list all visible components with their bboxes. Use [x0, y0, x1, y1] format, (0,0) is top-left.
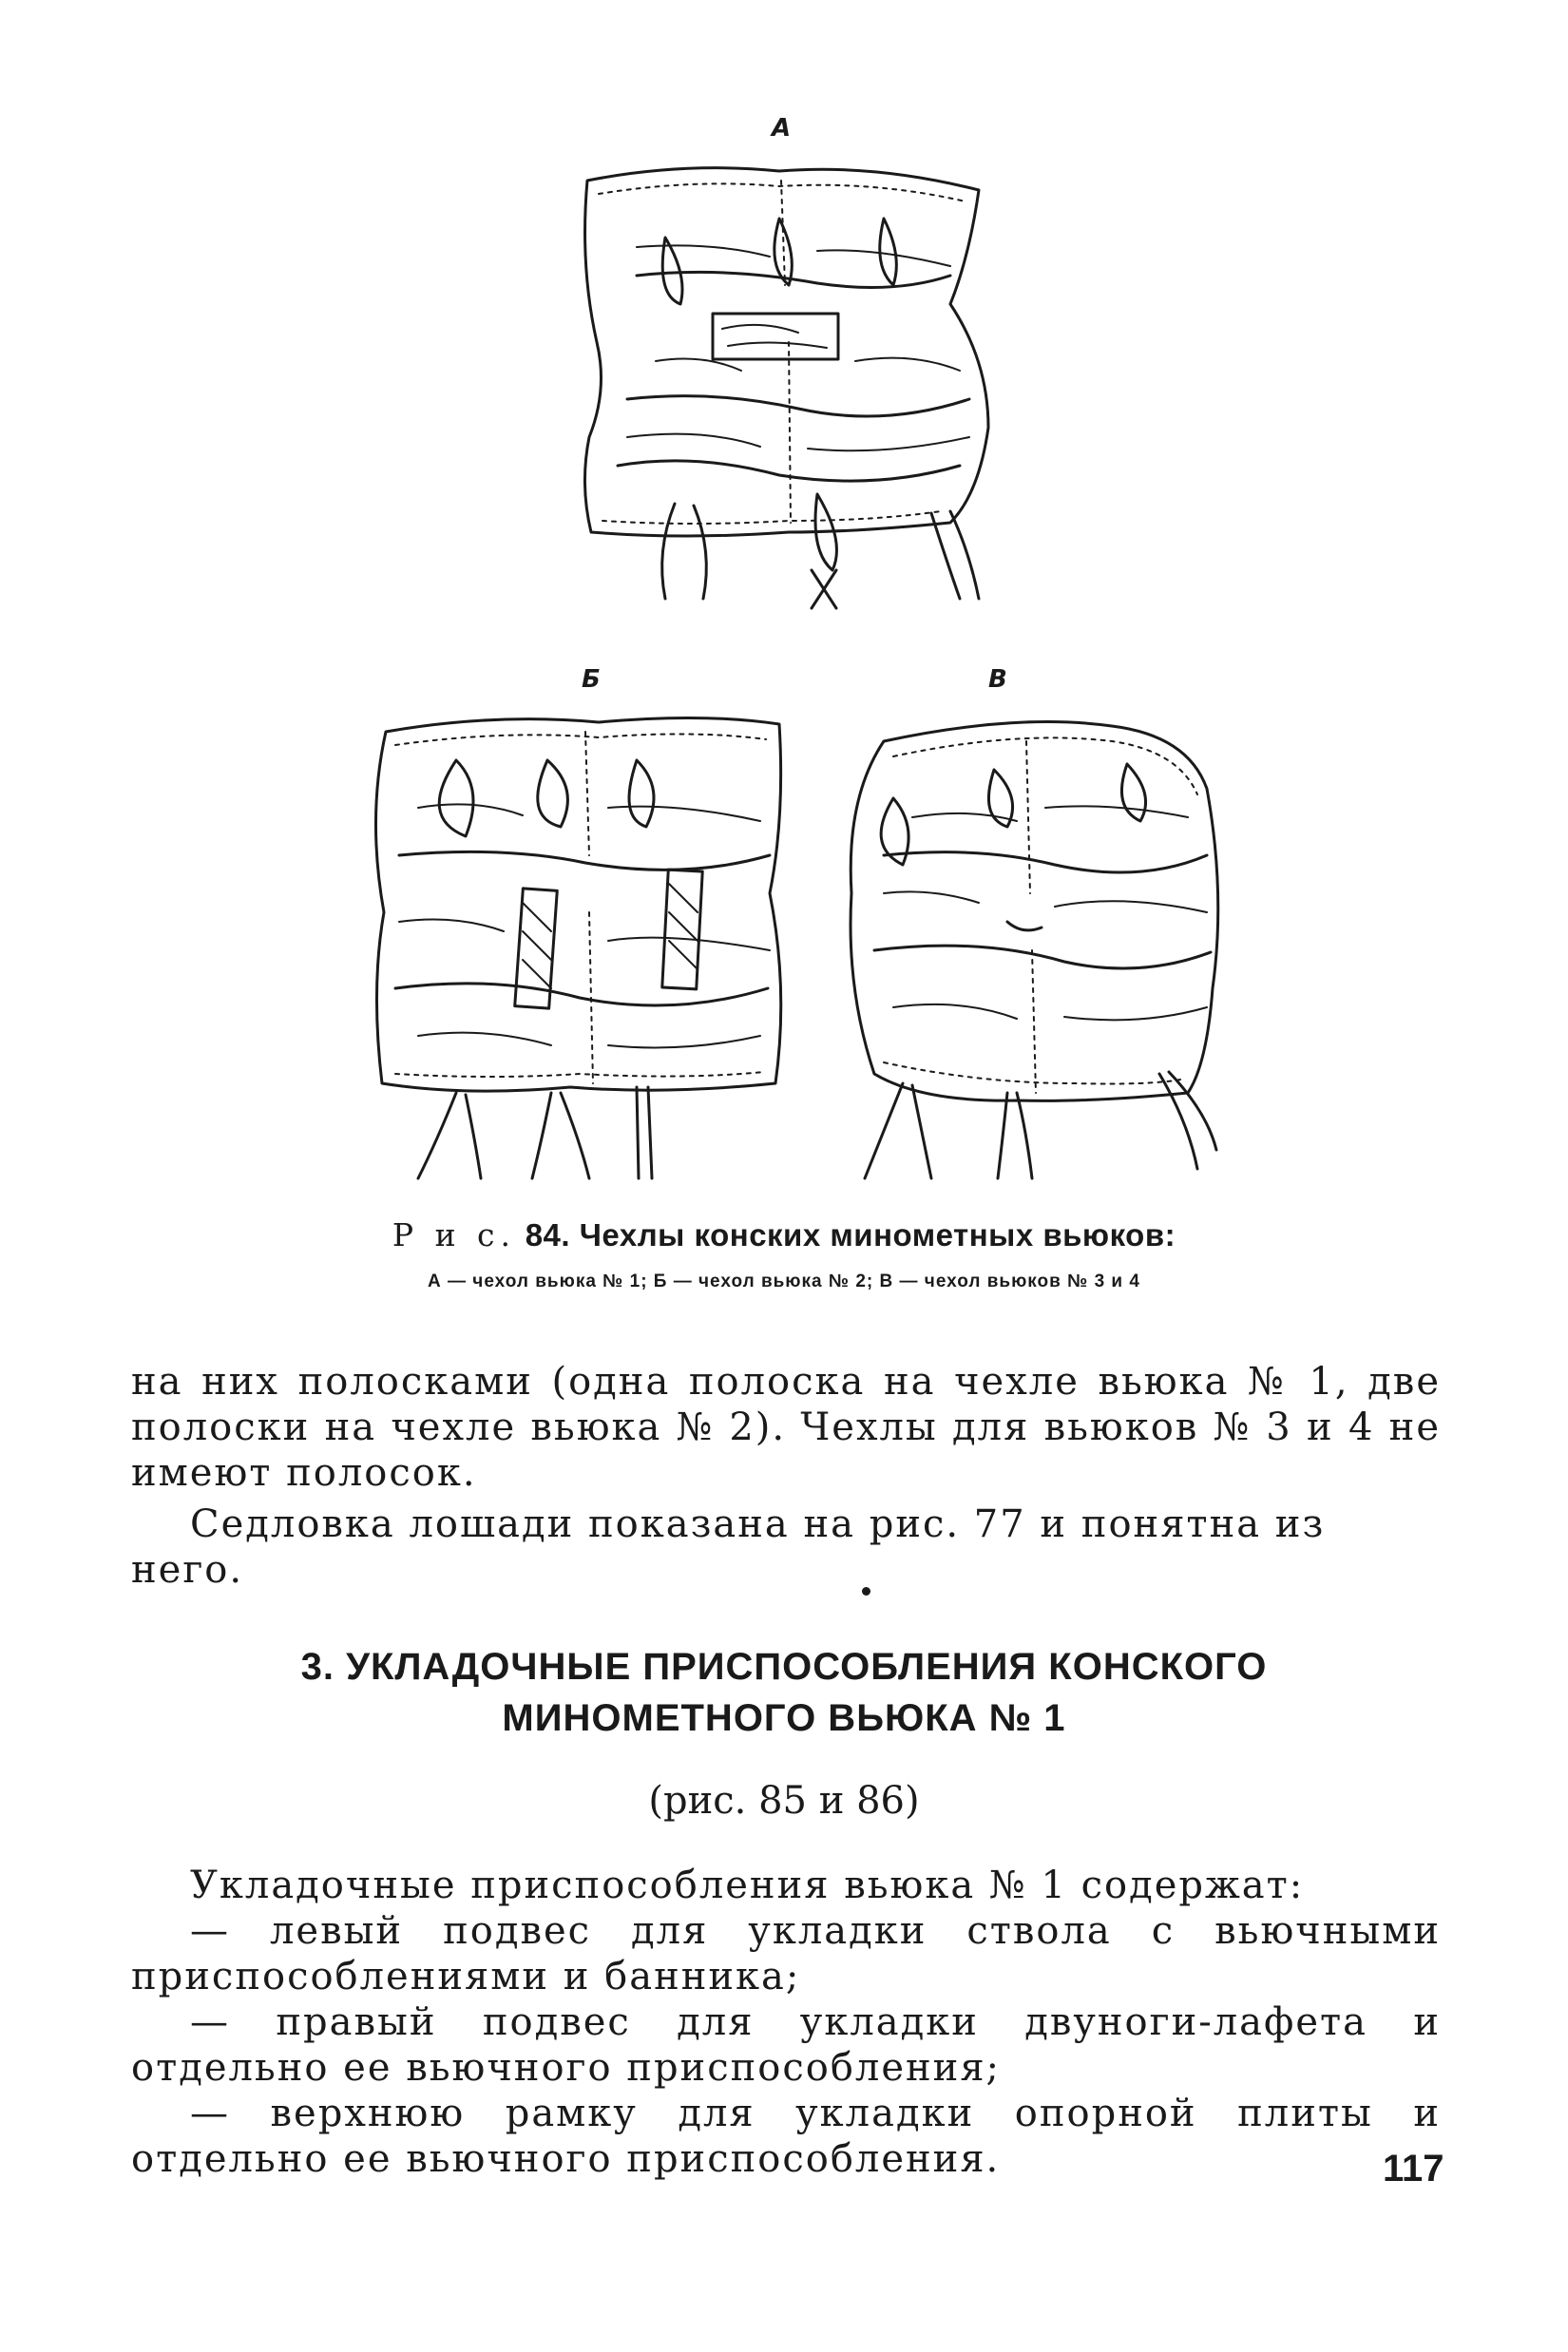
- figure-caption-prefix: Р и с.: [392, 1216, 517, 1253]
- page-number: 117: [1383, 2148, 1444, 2189]
- body-paragraph-1: на них полосками (одна полоска на чехле вьюка № 1, две полоски на чехле вьюка № 2). Чехлы для вьюков № 3 и 4 не имеют полосок.: [131, 1360, 1441, 1495]
- section-text-block: [131, 1863, 1441, 2182]
- section-heading-line-2: МИНОМЕТНОГО ВЬЮКА № 1: [502, 1697, 1066, 1739]
- figure-label-a: А: [772, 114, 792, 143]
- figure-caption-legend: А — чехол вьюка № 1; Б — чехол вьюка № 2; В — чехол вьюков № 3 и 4: [428, 1272, 1140, 1291]
- section-heading-line-1: 3. УКЛАДОЧНЫЕ ПРИСПОСОБЛЕНИЯ КОНСКОГО: [300, 1646, 1268, 1688]
- figure-label-v: В: [988, 665, 1007, 694]
- section-subheading: (рис. 85 и 86): [648, 1779, 920, 1823]
- body-paragraph-2: Седловка лошади показана на рис. 77 и понятна из него.: [131, 1502, 1326, 1592]
- cover-b-illustration: [361, 703, 798, 1197]
- cover-v-illustration: [827, 703, 1226, 1197]
- section-item: — левый подвес для укладки ствола с вьючными приспособлениями и банника;: [131, 1909, 1441, 1998]
- figure-label-b: Б: [582, 665, 601, 694]
- body-text-block: [131, 1359, 1441, 1593]
- print-speck: [862, 1587, 870, 1596]
- section-item: — верхнюю рамку для укладки опорной плиты и отдельно ее вьючного приспособления.: [131, 2092, 1441, 2181]
- cover-a-illustration: [570, 152, 1007, 627]
- section-intro: Укладочные приспособления вьюка № 1 содержат:: [190, 1864, 1305, 1907]
- section-item: — правый подвес для укладки двуноги-лафета и отдельно ее вьючного приспособления;: [131, 2000, 1441, 2090]
- figure-caption-title: [0, 1216, 1568, 1253]
- figure-caption-text: 84. Чехлы конских минометных вьюков:: [525, 1217, 1176, 1252]
